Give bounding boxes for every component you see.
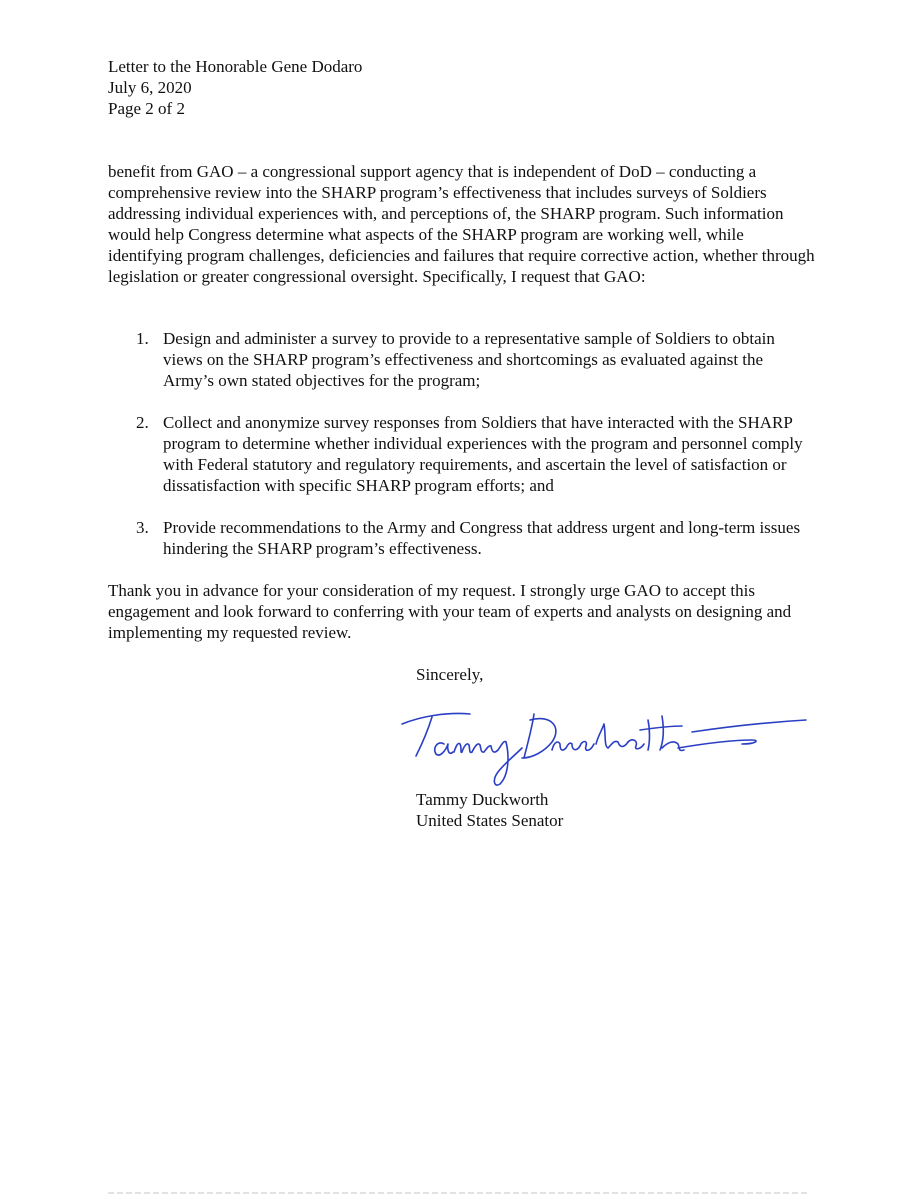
valediction: Sincerely, [416,665,484,684]
signer-name: Tammy Duckworth [416,790,549,809]
letter-header [108,56,362,119]
body-paragraph: benefit from GAO – a congressional support agency that is independent of DoD – conducting a comprehensive review into the SHARP program’s effectiveness that includes surveys of Soldiers addressing individual experiences with, and perceptions of, the SHARP program. Such information would help Congress determine what aspects of the SHARP program are working well, while identifying program challenges, deficiencies and failures that require corrective action, whether through legislation or greater congressional oversight. Specifically, I request that GAO: [108,162,815,286]
list-item-number: 2. [136,413,149,432]
list-item-text: Provide recommendations to the Army and Congress that address urgent and long-term issues hindering the SHARP program’s effectiveness. [163,518,801,558]
list-item-text: Design and administer a survey to provide to a representative sample of Soldiers to obtain views on the SHARP program’s effectiveness and shortcomings as evaluated against the Army’s own stated objectives for the program; [163,329,775,390]
page-number: Page 2 of 2 [108,99,185,118]
handwritten-signature [392,700,812,795]
recipient-line: Letter to the Honorable Gene Dodaro [108,57,363,76]
letter-date: July 6, 2020 [108,78,192,97]
list-item-text: Collect and anonymize survey responses from Soldiers that have interacted with the SHARP program to determine whether individual experiences with the program and personnel comply with Federal statutory and regulatory requirements, and ascertain the level of satisfaction or dissatisfaction with specific SHARP program efforts; and [163,413,803,495]
scan-artifact-divider [108,1192,808,1194]
signer-block [416,789,563,831]
list-item-number: 3. [136,518,149,537]
closing-paragraph: Thank you in advance for your consideration of my request. I strongly urge GAO to accept this engagement and look forward to conferring with your team of experts and analysts on designing and implementing my requested review. [108,581,792,642]
signature-strokes [402,713,806,785]
list-item-number: 1. [136,329,149,348]
signer-title: United States Senator [416,811,564,830]
